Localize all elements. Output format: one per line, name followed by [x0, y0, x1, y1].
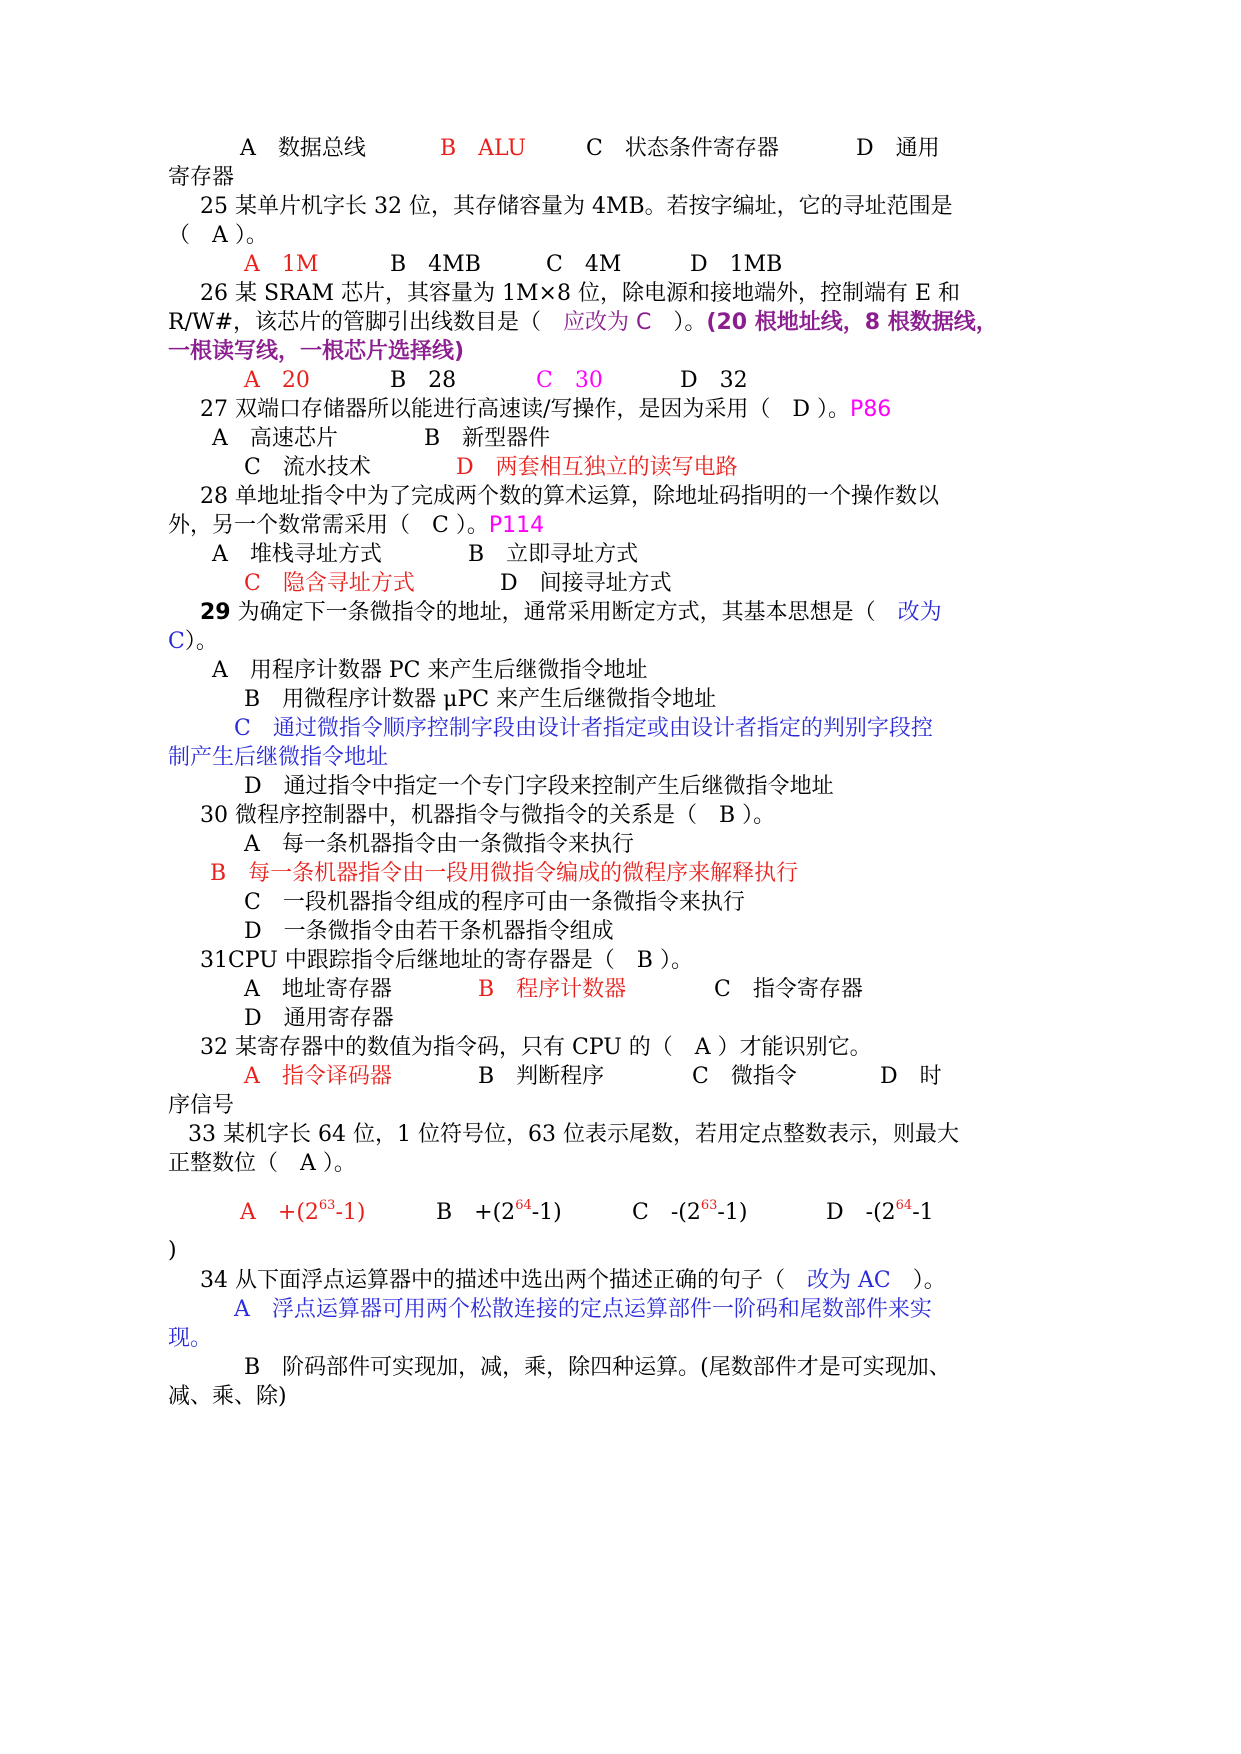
q29-option-b: B 用微程序计数器 μPC 来产生后继微指令地址 — [244, 687, 717, 712]
q32-stem: 32 某寄存器中的数值为指令码，只有 CPU 的（ A ）才能识别它。 — [200, 1035, 872, 1060]
q28-stem-line1: 28 单地址指令中为了完成两个数的算术运算，除地址码指明的一个操作数以 — [200, 484, 939, 509]
q29-option-c-line2: 制产生后继微指令地址 — [168, 745, 389, 770]
q24-option-d-cont: 寄存器 — [168, 165, 235, 190]
q27-option-b: B 新型器件 — [424, 426, 551, 451]
q33-option-b — [436, 1198, 562, 1228]
q32-option-c: C 微指令 — [692, 1064, 797, 1089]
q24-option-c: C 状态条件寄存器 — [586, 136, 779, 161]
q32-option-d: D 时 — [880, 1064, 942, 1089]
q27-option-d: D 两套相互独立的读写电路 — [456, 455, 738, 480]
q33-stem-line2: 正整数位（ A ）。 — [168, 1151, 356, 1176]
q26-stem-line2 — [168, 308, 998, 338]
q31-option-b: B 程序计数器 — [478, 977, 627, 1002]
q24-option-b: B ALU — [440, 136, 527, 161]
q34-stem-close: ）。 — [912, 1268, 946, 1293]
q32-option-a: A 指令译码器 — [244, 1064, 392, 1089]
q34-answer: 改为 AC — [807, 1268, 891, 1293]
q26-note-line2: 一根读写线，一根芯片选择线) — [168, 339, 465, 364]
q30-stem: 30 微程序控制器中，机器指令与微指令的关系是（ B ）。 — [200, 803, 776, 828]
q34-stem-text: 34 从下面浮点运算器中的描述中选出两个描述正确的句子（ — [200, 1268, 807, 1293]
q33-option-b-base: B +(2 — [436, 1200, 516, 1225]
q33-option-c-tail: -1) — [717, 1200, 748, 1225]
q24-option-a: A 数据总线 — [240, 136, 366, 161]
q28-option-a: A 堆栈寻址方式 — [212, 542, 382, 567]
q29-answer-label: 改为 — [897, 600, 942, 625]
q33-option-a — [240, 1198, 365, 1228]
q26-option-c: C 30 — [536, 368, 603, 393]
q33-option-d-tail: -1 — [912, 1200, 934, 1225]
q29-stem-close: ）。 — [184, 629, 218, 654]
q33-option-c-base: C -(2 — [632, 1200, 701, 1225]
q28-option-b: B 立即寻址方式 — [468, 542, 639, 567]
q33-option-d — [826, 1198, 934, 1228]
q29-option-c-line1: C 通过微指令顺序控制字段由设计者指定或由设计者指定的判别字段控 — [234, 716, 933, 741]
q33-option-d-cont: ) — [168, 1238, 177, 1263]
q27-page-ref: P86 — [850, 397, 892, 422]
q34-option-b-line1: B 阶码部件可实现加，减，乘，除四种运算。(尾数部件才是可实现加、 — [244, 1355, 951, 1380]
q33-option-d-exponent: 64 — [895, 1197, 913, 1213]
q26-stem-text: R/W#，该芯片的管脚引出线数目是（ — [168, 310, 564, 335]
q26-option-a: A 20 — [244, 368, 310, 393]
q25-stem-line2: （ A ）。 — [168, 223, 268, 248]
q33-option-a-tail: -1) — [335, 1200, 366, 1225]
q31-stem: 31CPU 中跟踪指令后继地址的寄存器是（ B ）。 — [200, 948, 693, 973]
q24-option-d: D 通用 — [856, 136, 940, 161]
q26-stem-line1: 26 某 SRAM 芯片，其容量为 1M×8 位，除电源和接地端外，控制端有 E 和 — [200, 281, 961, 306]
q34-option-b-line2: 减、乘、除) — [168, 1384, 287, 1409]
q26-option-b: B 28 — [390, 368, 457, 393]
q31-option-a: A 地址寄存器 — [244, 977, 392, 1002]
q29-option-d: D 通过指令中指定一个专门字段来控制产生后继微指令地址 — [244, 774, 834, 799]
q26-note-line1: (20 根地址线，8 根数据线， — [706, 310, 998, 335]
q33-option-b-exponent: 64 — [515, 1197, 532, 1213]
q30-option-c: C 一段机器指令组成的程序可由一条微指令来执行 — [244, 890, 745, 915]
q28-option-c: C 隐含寻址方式 — [244, 571, 415, 596]
q26-option-d: D 32 — [680, 368, 748, 393]
q27-option-a: A 高速芯片 — [212, 426, 338, 451]
q32-option-d-cont: 序信号 — [168, 1093, 235, 1118]
q32-option-b: B 判断程序 — [478, 1064, 605, 1089]
q29-stem-line1 — [200, 598, 942, 628]
q33-stem-line1: 33 某机字长 64 位，1 位符号位，63 位表示尾数，若用定点整数表示，则最大 — [188, 1122, 959, 1147]
q34-option-a-line1: A 浮点运算器可用两个松散连接的定点运算部件一阶码和尾数部件来实 — [234, 1297, 932, 1322]
q28-stem-line2 — [168, 511, 544, 541]
q31-option-d: D 通用寄存器 — [244, 1006, 394, 1031]
q25-option-b: B 4MB — [390, 252, 481, 277]
q34-option-a-line2: 现。 — [168, 1326, 213, 1351]
q28-stem-text: 外，另一个数常需采用（ C ）。 — [168, 513, 489, 538]
q30-option-a: A 每一条机器指令由一条微指令来执行 — [244, 832, 634, 857]
q33-option-c — [632, 1198, 747, 1228]
q25-option-d: D 1MB — [690, 252, 783, 277]
q26-stem-close: ）。 — [673, 310, 707, 335]
q29-number: 29 — [200, 600, 231, 625]
q34-stem — [200, 1266, 946, 1296]
q33-option-d-base: D -(2 — [826, 1200, 896, 1225]
q29-option-a: A 用程序计数器 PC 来产生后继微指令地址 — [212, 658, 648, 683]
q26-answer: 应改为 C — [563, 310, 652, 335]
q25-option-a: A 1M — [244, 252, 319, 277]
q28-option-d: D 间接寻址方式 — [500, 571, 672, 596]
q33-option-b-tail: -1) — [531, 1200, 562, 1225]
q27-stem-text: 27 双端口存储器所以能进行高速读/写操作，是因为采用（ D ）。 — [200, 397, 851, 422]
q27-option-c: C 流水技术 — [244, 455, 371, 480]
q33-option-a-exponent: 63 — [318, 1197, 336, 1213]
q31-option-c: C 指令寄存器 — [714, 977, 863, 1002]
q27-stem — [200, 395, 891, 425]
q33-option-c-exponent: 63 — [700, 1197, 718, 1213]
q25-option-c: C 4M — [546, 252, 622, 277]
q25-stem-line1: 25 某单片机字长 32 位，其存储容量为 4MB。若按字编址，它的寻址范围是 — [200, 194, 953, 219]
q29-stem-line2 — [168, 627, 218, 657]
q29-answer: C — [168, 629, 185, 654]
q30-option-b: B 每一条机器指令由一段用微指令编成的微程序来解释执行 — [210, 861, 799, 886]
q33-option-a-base: A +(2 — [240, 1200, 319, 1225]
q30-option-d: D 一条微指令由若干条机器指令组成 — [244, 919, 614, 944]
q28-page-ref: P114 — [488, 513, 545, 538]
q29-stem-text: 为确定下一条微指令的地址，通常采用断定方式，其基本思想是（ — [230, 600, 898, 625]
